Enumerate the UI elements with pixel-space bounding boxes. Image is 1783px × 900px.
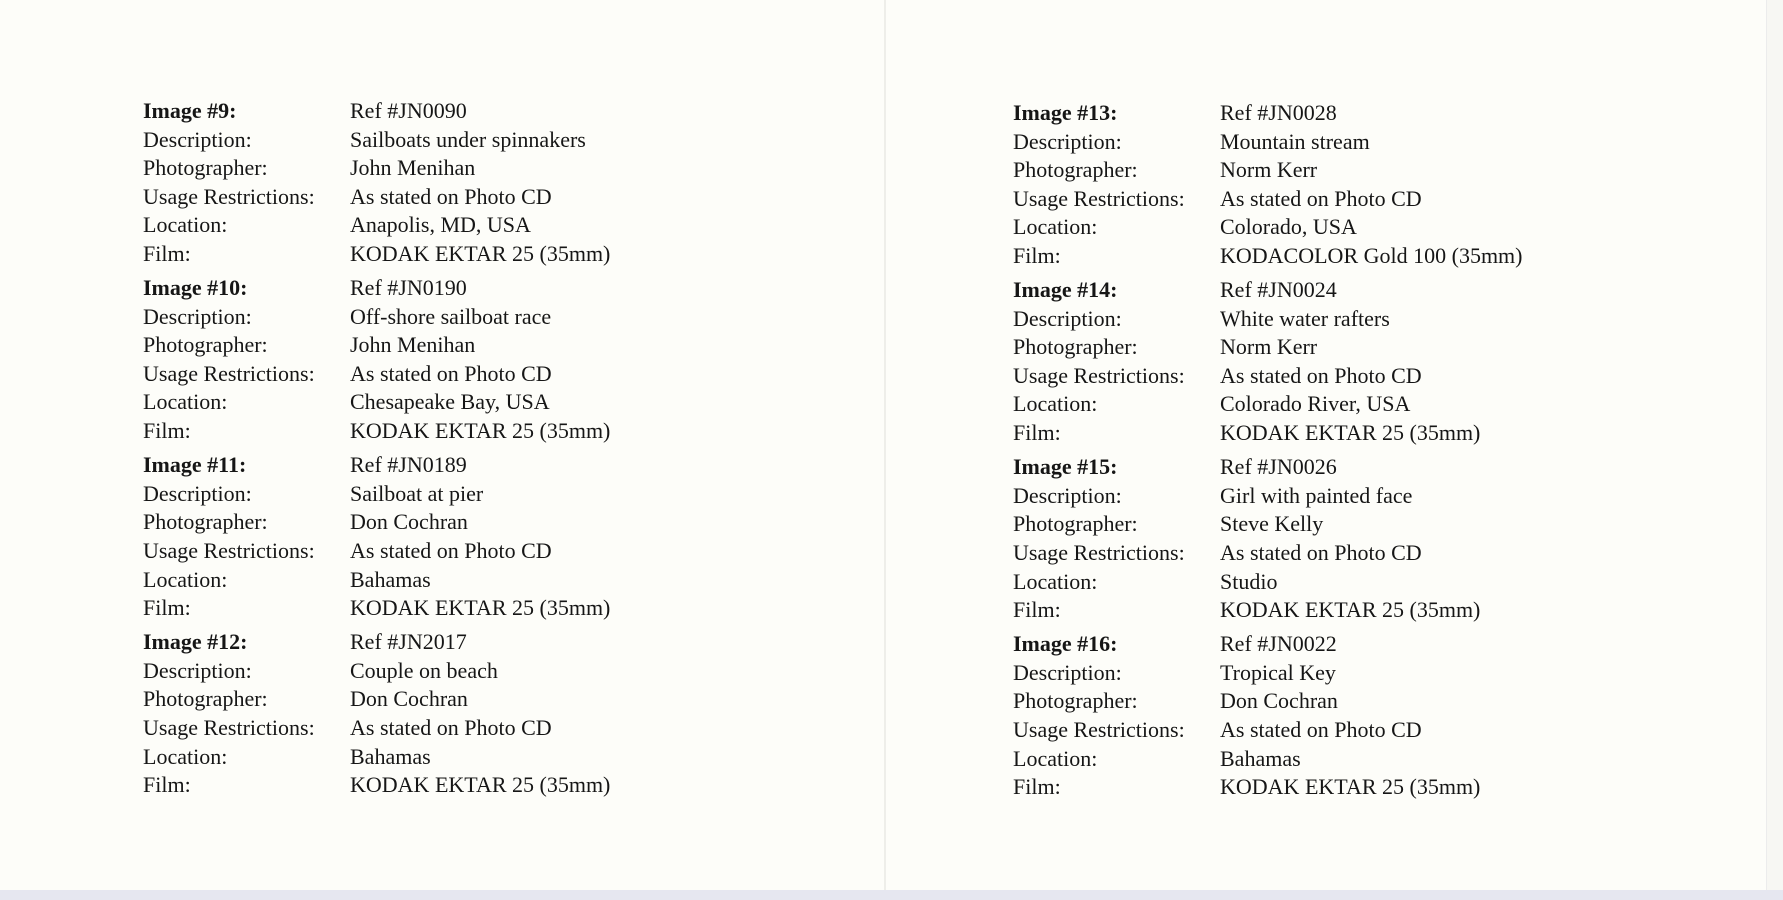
field-label: Photographer: bbox=[1013, 157, 1138, 183]
field-value: KODAK EKTAR 25 (35mm) bbox=[350, 595, 611, 621]
entry-heading-row bbox=[1013, 99, 1523, 128]
field-value: Colorado, USA bbox=[1220, 214, 1357, 240]
entry-heading-row bbox=[143, 97, 610, 126]
image-number: Image #12: bbox=[143, 629, 248, 655]
image-entry bbox=[1013, 276, 1523, 448]
detail-row bbox=[143, 714, 610, 743]
detail-row bbox=[143, 771, 610, 800]
image-number: Image #16: bbox=[1013, 631, 1118, 657]
field-label: Location: bbox=[143, 389, 228, 415]
field-label: Photographer: bbox=[1013, 511, 1138, 537]
field-value: As stated on Photo CD bbox=[350, 714, 552, 740]
detail-row bbox=[143, 126, 610, 155]
detail-row bbox=[1013, 333, 1523, 362]
image-entry bbox=[143, 628, 610, 800]
field-label: Description: bbox=[143, 303, 252, 329]
detail-row bbox=[1013, 773, 1523, 802]
scan-background bbox=[0, 890, 1783, 900]
detail-row bbox=[143, 594, 610, 623]
field-value: KODAK EKTAR 25 (35mm) bbox=[1220, 597, 1481, 623]
field-label: Film: bbox=[143, 772, 191, 798]
field-label: Photographer: bbox=[1013, 334, 1138, 360]
field-label: Photographer: bbox=[143, 686, 268, 712]
field-label: Usage Restrictions: bbox=[1013, 362, 1185, 388]
field-value: KODAK EKTAR 25 (35mm) bbox=[350, 418, 611, 444]
right-page-entries bbox=[1013, 99, 1523, 807]
field-label: Description: bbox=[1013, 482, 1122, 508]
field-value: As stated on Photo CD bbox=[1220, 539, 1422, 565]
ref-number: Ref #JN0028 bbox=[1220, 100, 1337, 125]
field-label: Description: bbox=[1013, 128, 1122, 154]
detail-row bbox=[1013, 419, 1523, 448]
detail-row bbox=[143, 508, 610, 537]
detail-row bbox=[1013, 745, 1523, 774]
detail-row bbox=[143, 537, 610, 566]
ref-number: Ref #JN0189 bbox=[350, 452, 467, 478]
field-label: Location: bbox=[1013, 214, 1098, 240]
field-label: Location: bbox=[143, 743, 228, 769]
field-value: KODAK EKTAR 25 (35mm) bbox=[350, 772, 611, 798]
detail-row bbox=[1013, 510, 1523, 539]
field-value: Norm Kerr bbox=[1220, 157, 1318, 183]
field-label: Photographer: bbox=[143, 155, 268, 181]
field-label: Location: bbox=[1013, 568, 1098, 594]
detail-row bbox=[143, 211, 610, 240]
image-number: Image #15: bbox=[1013, 454, 1118, 480]
field-label: Photographer: bbox=[1013, 688, 1138, 714]
field-value: Studio bbox=[1220, 568, 1278, 594]
field-value: Mountain stream bbox=[1220, 128, 1370, 154]
field-value: As stated on Photo CD bbox=[350, 183, 552, 209]
detail-row bbox=[1013, 185, 1523, 214]
left-page-entries bbox=[143, 97, 610, 805]
field-label: Film: bbox=[1013, 420, 1061, 446]
field-value: As stated on Photo CD bbox=[1220, 185, 1422, 211]
detail-row bbox=[1013, 596, 1523, 625]
detail-row bbox=[143, 331, 610, 360]
field-value: John Menihan bbox=[350, 155, 476, 181]
image-entry bbox=[143, 97, 610, 269]
field-label: Location: bbox=[1013, 745, 1098, 771]
detail-row bbox=[143, 154, 610, 183]
field-label: Usage Restrictions: bbox=[143, 360, 315, 386]
field-label: Film: bbox=[1013, 242, 1061, 268]
page-edge bbox=[1766, 0, 1783, 890]
field-label: Film: bbox=[143, 595, 191, 621]
detail-row bbox=[143, 566, 610, 595]
detail-row bbox=[1013, 390, 1523, 419]
image-number: Image #9: bbox=[143, 98, 237, 123]
field-value: Don Cochran bbox=[1220, 688, 1338, 714]
field-label: Description: bbox=[1013, 305, 1122, 331]
detail-row bbox=[1013, 213, 1523, 242]
entry-heading-row bbox=[1013, 630, 1523, 659]
field-label: Film: bbox=[1013, 774, 1061, 800]
detail-row bbox=[1013, 716, 1523, 745]
detail-row bbox=[143, 183, 610, 212]
entry-heading-row bbox=[143, 628, 610, 657]
field-label: Usage Restrictions: bbox=[143, 183, 315, 209]
ref-number: Ref #JN0024 bbox=[1220, 277, 1337, 303]
field-label: Photographer: bbox=[143, 509, 268, 535]
image-entry bbox=[143, 274, 610, 446]
field-value: Bahamas bbox=[350, 566, 431, 592]
field-value: Girl with painted face bbox=[1220, 482, 1413, 508]
field-value: As stated on Photo CD bbox=[1220, 362, 1422, 388]
field-value: Off-shore sailboat race bbox=[350, 303, 552, 329]
field-value: Don Cochran bbox=[350, 686, 468, 712]
field-label: Usage Restrictions: bbox=[143, 714, 315, 740]
entry-heading-row bbox=[1013, 453, 1523, 482]
entry-heading-row bbox=[143, 274, 610, 303]
field-label: Location: bbox=[1013, 391, 1098, 417]
field-label: Location: bbox=[143, 212, 228, 238]
detail-row bbox=[1013, 305, 1523, 334]
field-value: KODACOLOR Gold 100 (35mm) bbox=[1220, 242, 1523, 268]
detail-row bbox=[1013, 156, 1523, 185]
detail-row bbox=[1013, 482, 1523, 511]
image-entry bbox=[1013, 453, 1523, 625]
entry-heading-row bbox=[1013, 276, 1523, 305]
page-fold bbox=[884, 0, 886, 890]
detail-row bbox=[143, 743, 610, 772]
ref-number: Ref #JN0190 bbox=[350, 275, 467, 301]
detail-row bbox=[143, 388, 610, 417]
detail-row bbox=[143, 240, 610, 269]
ref-number: Ref #JN0090 bbox=[350, 98, 467, 123]
field-label: Photographer: bbox=[143, 332, 268, 358]
image-entry bbox=[1013, 99, 1523, 271]
field-value: Norm Kerr bbox=[1220, 334, 1318, 360]
field-label: Description: bbox=[143, 126, 252, 152]
field-label: Location: bbox=[143, 566, 228, 592]
field-value: White water rafters bbox=[1220, 305, 1390, 331]
image-number: Image #14: bbox=[1013, 277, 1118, 303]
image-entry bbox=[1013, 630, 1523, 802]
field-value: Sailboats under spinnakers bbox=[350, 126, 586, 152]
field-label: Usage Restrictions: bbox=[1013, 716, 1185, 742]
field-value: Anapolis, MD, USA bbox=[350, 212, 531, 238]
field-value: Couple on beach bbox=[350, 657, 498, 683]
image-number: Image #11: bbox=[143, 452, 247, 478]
field-value: Chesapeake Bay, USA bbox=[350, 389, 550, 415]
field-label: Usage Restrictions: bbox=[143, 537, 315, 563]
image-number: Image #10: bbox=[143, 275, 248, 301]
field-value: Colorado River, USA bbox=[1220, 391, 1411, 417]
detail-row bbox=[143, 685, 610, 714]
image-number: Image #13: bbox=[1013, 100, 1118, 125]
detail-row bbox=[1013, 242, 1523, 271]
ref-number: Ref #JN0022 bbox=[1220, 631, 1337, 657]
image-entry bbox=[143, 451, 610, 623]
field-value: As stated on Photo CD bbox=[350, 537, 552, 563]
detail-row bbox=[1013, 362, 1523, 391]
detail-row bbox=[1013, 568, 1523, 597]
field-value: Bahamas bbox=[1220, 745, 1301, 771]
field-value: KODAK EKTAR 25 (35mm) bbox=[1220, 420, 1481, 446]
detail-row bbox=[143, 360, 610, 389]
ref-number: Ref #JN0026 bbox=[1220, 454, 1337, 480]
field-value: Sailboat at pier bbox=[350, 480, 484, 506]
detail-row bbox=[1013, 539, 1523, 568]
field-label: Description: bbox=[1013, 659, 1122, 685]
field-label: Usage Restrictions: bbox=[1013, 185, 1185, 211]
detail-row bbox=[143, 303, 610, 332]
field-value: Bahamas bbox=[350, 743, 431, 769]
detail-row bbox=[143, 657, 610, 686]
field-label: Description: bbox=[143, 657, 252, 683]
field-label: Film: bbox=[1013, 597, 1061, 623]
field-label: Film: bbox=[143, 418, 191, 444]
field-label: Film: bbox=[143, 240, 191, 266]
detail-row bbox=[143, 480, 610, 509]
detail-row bbox=[1013, 128, 1523, 157]
entry-heading-row bbox=[143, 451, 610, 480]
field-value: KODAK EKTAR 25 (35mm) bbox=[1220, 774, 1481, 800]
detail-row bbox=[1013, 659, 1523, 688]
field-label: Usage Restrictions: bbox=[1013, 539, 1185, 565]
field-value: As stated on Photo CD bbox=[1220, 716, 1422, 742]
field-value: As stated on Photo CD bbox=[350, 360, 552, 386]
field-value: Tropical Key bbox=[1220, 659, 1336, 685]
field-label: Description: bbox=[143, 480, 252, 506]
ref-number: Ref #JN2017 bbox=[350, 629, 467, 655]
detail-row bbox=[1013, 687, 1523, 716]
detail-row bbox=[143, 417, 610, 446]
field-value: Steve Kelly bbox=[1220, 511, 1324, 537]
field-value: Don Cochran bbox=[350, 509, 468, 535]
field-value: KODAK EKTAR 25 (35mm) bbox=[350, 240, 611, 266]
field-value: John Menihan bbox=[350, 332, 476, 358]
